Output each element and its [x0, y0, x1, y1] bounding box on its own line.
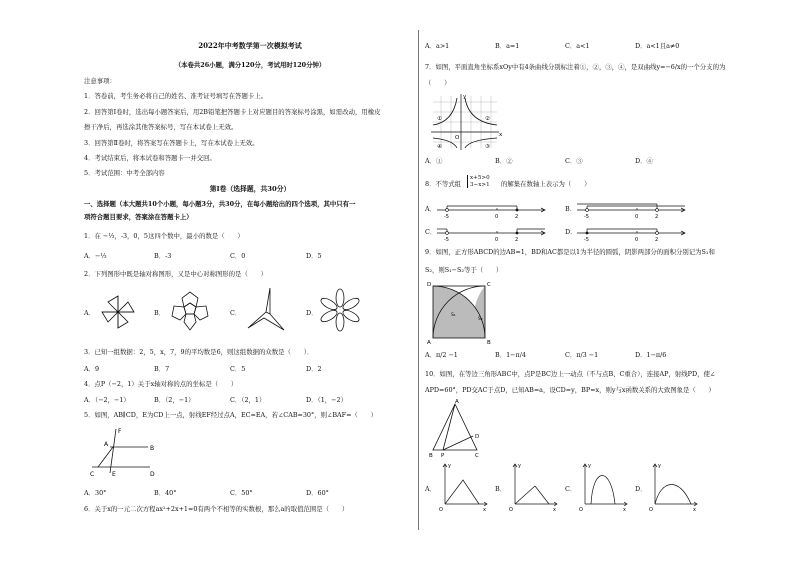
q7-axis-y: y — [463, 94, 467, 100]
note-4: 4．考试结束后，将本试卷和答题卡一并交回。 — [84, 154, 216, 162]
pentagon-flower-figure — [170, 290, 210, 332]
q10c-axis-y: y — [588, 463, 591, 469]
q6-option-b: B．a=1 — [495, 42, 520, 50]
three-blade-figure — [244, 286, 288, 334]
q3-option-c: C．5 — [230, 365, 246, 373]
exam-title: 2022年中考数学第一次模拟考试 — [198, 41, 302, 50]
q8-option-a: A． — [425, 205, 437, 213]
q8-stem-cont: 的解集在数轴上表示为（ ） — [501, 180, 591, 188]
q8d-tick-minus5: -5 — [584, 237, 589, 243]
q5-figure — [88, 425, 158, 479]
q3-stem: 3．已知一组数据：2，5，x，7，9的平均数是6，则这组数据的众数是（ ）． — [84, 348, 314, 356]
exam-subtitle: （本卷共26小题，满分120分，考试用时120分钟） — [174, 61, 326, 69]
q10c-origin: O — [579, 507, 583, 513]
q8-inequality-1: x+5>0 — [470, 175, 490, 181]
q9-option-b: B．1−π/4 — [495, 351, 526, 359]
note-1: 1．答卷前，考生务必将自己的姓名、准考证号填写在答题卡上。 — [84, 92, 268, 100]
q10d-origin: O — [649, 507, 653, 513]
q8-inequality-2: 3−x>1 — [470, 181, 490, 188]
q10a-origin: O — [439, 507, 443, 513]
q10b-origin: O — [509, 507, 513, 513]
q7-option-a: A．① — [425, 157, 443, 165]
q5-label-c: C — [90, 471, 95, 478]
q1-option-b: B．-3 — [154, 252, 172, 260]
q7-curve-4: ④ — [437, 144, 442, 150]
q7-curve-3: ③ — [485, 144, 490, 150]
q8c-tick-2: 2 — [515, 237, 519, 243]
note-5: 5．考试范围：中考全部内容 — [84, 169, 165, 177]
q10-option-a: A． — [425, 485, 437, 493]
q7-option-c: C．③ — [565, 157, 583, 165]
q5-option-d: D．60° — [306, 489, 329, 497]
q9-label-s1: S₁ — [451, 313, 456, 318]
q10-label-a: A — [455, 399, 459, 405]
q8-numberline-b — [577, 200, 689, 222]
q1-option-c: C．0 — [230, 252, 246, 260]
right-column — [425, 0, 726, 562]
q8-numberline-d — [577, 223, 689, 245]
q9-option-a: A．π/2 −1 — [425, 351, 458, 359]
q9-option-c: C．π/3 −1 — [565, 351, 599, 359]
q10-option-d: D． — [635, 485, 647, 493]
q5-label-e: E — [112, 471, 116, 478]
q10-figure — [429, 398, 495, 458]
q4-option-d: D．（1，−2） — [306, 396, 347, 404]
q8b-tick-2: 2 — [655, 214, 659, 220]
q1-stem: 1．在 −⅓，-3，0，5这四个数中，最小的数是（ ） — [84, 232, 244, 240]
left-column — [84, 0, 416, 562]
q7-curve-1: ① — [437, 116, 442, 122]
q8a-tick-0: 0 — [495, 214, 499, 220]
notes-title: 注意事项： — [84, 77, 116, 85]
section1-heading: 一、选择题（本大题共10个小题，每小题3分，共30分，在每小题给出的四个选项，其中只有一 — [84, 200, 356, 208]
q10-stem-cont: APD=60°，PD交AC于点D，已知AB=a，设CD=y，BP=x，则y与x函数关系的大致图象是（ ） — [425, 386, 715, 394]
q10d-axis-y: y — [658, 463, 661, 469]
q8c-tick-minus5: -5 — [444, 237, 449, 243]
q8d-tick-0: 0 — [635, 237, 639, 243]
q8-system — [467, 175, 490, 188]
pinwheel-figure — [98, 292, 138, 332]
q3-option-b: B．7 — [154, 365, 170, 373]
q8-stem: 8．不等式组 — [425, 180, 462, 188]
q7-option-b: B．② — [495, 157, 513, 165]
q8-numberline-c — [437, 223, 549, 245]
q2-option-a: A． — [84, 309, 96, 317]
q10a-axis-y: y — [448, 463, 451, 469]
q2-stem: 2．下列图形中既是轴对称图形，又是中心对称图形的是（ ） — [84, 270, 268, 278]
q5-label-a: A — [104, 441, 109, 448]
section1-heading-cont: 项符合题目要求，答案涂在答题卡上） — [84, 213, 193, 221]
q7-stem: 7．如图，平面直角坐标系xOy中有4条曲线分别标注着①，②，③，④，是双曲线y=−6/x的一个分支的为 — [425, 63, 726, 71]
q9-figure — [427, 280, 497, 346]
q8d-tick-2: 2 — [655, 237, 659, 243]
q5-label-d: D — [150, 471, 155, 478]
q8b-tick-0: 0 — [635, 214, 639, 220]
q10b-axis-y: y — [518, 463, 521, 469]
q10-graph-c — [579, 460, 629, 512]
q5-stem: 5．如图，AB∥CD，E为CD上一点，射线EF经过点A，EC=EA，若∠CAB=30°，则∠BAF=（ ） — [84, 411, 377, 419]
q9-label-b: B — [487, 340, 491, 346]
q4-option-b: B．（2，−1） — [154, 396, 195, 404]
q8b-tick-minus5: -5 — [584, 214, 589, 220]
q6-option-a: A．a>1 — [425, 42, 450, 50]
q10b-axis-x: x — [553, 507, 556, 513]
q8c-tick-0: 0 — [495, 237, 499, 243]
q8-numberline-a — [437, 200, 549, 222]
q9-label-s2: S₂ — [478, 317, 483, 322]
q10-label-p: P — [441, 453, 445, 459]
q2-option-d: D． — [306, 309, 318, 317]
q7-figure — [429, 92, 501, 152]
q9-stem-cont: S₂，则S₁−S₂等于（ ） — [425, 266, 503, 274]
note-2-cont: 擦干净后，再选涂其他答案标号，写在本试卷上无效。 — [84, 123, 238, 131]
q7-axis-x: x — [499, 132, 503, 138]
q5-label-f: F — [118, 428, 122, 435]
q5-label-b: B — [150, 445, 155, 452]
q10-label-d: D — [475, 434, 480, 440]
q1-option-d: D．5 — [306, 252, 322, 260]
q9-label-a: A — [427, 340, 431, 346]
q2-option-b: B． — [154, 309, 166, 317]
q8-option-d: D． — [565, 228, 577, 236]
q10-label-b: B — [429, 453, 433, 459]
q4-option-a: A．（−2，−1） — [84, 396, 130, 404]
q6-stem: 6．关于x的一元二次方程ax²+2x+1=0有两个不相等的实数根，那么a的取值范围是（ ） — [84, 505, 349, 513]
q10-stem: 10．如图，在等边三角形ABC中，点P是BC边上一动点（不与点B、C重合），连接AP，射线PD，使∠ — [425, 370, 716, 378]
q9-label-d: D — [427, 282, 432, 288]
q5-option-c: C．50° — [230, 489, 253, 497]
q2-option-c: C． — [230, 309, 242, 317]
q9-option-d: D．1−π/6 — [635, 351, 667, 359]
q10d-axis-x: x — [693, 507, 696, 513]
q7-curve-2: ② — [485, 116, 490, 122]
q9-label-c: C — [487, 282, 491, 288]
q6-option-c: C．a<1 — [565, 42, 590, 50]
part1-title: 第Ⅰ卷（选择题，共30分） — [209, 185, 291, 193]
column-divider — [418, 30, 419, 530]
note-3: 3．回答第Ⅱ卷时，将答案写在答题卡上，写在本试卷上无效。 — [84, 139, 259, 147]
q3-option-d: D．2 — [306, 365, 322, 373]
q4-stem: 4．点P（−2，1）关于x轴对称的点的坐标是（ ） — [84, 380, 238, 388]
q5-option-a: A．30° — [84, 489, 107, 497]
q10-graph-d — [649, 460, 699, 512]
q10-graph-a — [439, 460, 489, 512]
q10-option-c: C． — [565, 485, 577, 493]
q3-option-a: A．9 — [84, 365, 100, 373]
q6-option-d: D．a<1且a≠0 — [635, 42, 680, 50]
q7-option-d: D．④ — [635, 157, 653, 165]
q8-option-b: B． — [565, 205, 577, 213]
q10c-axis-x: x — [623, 507, 626, 513]
q4-option-c: C．（2，1） — [230, 396, 266, 404]
q10-option-b: B． — [495, 485, 507, 493]
q1-option-a: A．−⅓ — [84, 252, 107, 260]
q10a-axis-x: x — [483, 507, 486, 513]
note-2: 2．回答第Ⅰ卷时，选出每小题答案后，用2B铅笔把答题卡上对应题目的答案标号涂黑，如需改动，用橡皮 — [84, 108, 381, 116]
q10-graph-b — [509, 460, 559, 512]
q5-option-b: B．40° — [154, 489, 177, 497]
q8a-tick-minus5: -5 — [444, 214, 449, 220]
flower-figure — [318, 288, 362, 332]
q9-stem: 9．如图，正方形ABCD的边AB=1，BD和AC都是以1为半径的圆弧，阴影两部分的面积分别记为S₁和 — [425, 248, 715, 256]
q8a-tick-2: 2 — [515, 214, 519, 220]
q8-option-c: C． — [425, 228, 437, 236]
q10-label-c: C — [475, 453, 479, 459]
q7-origin: O — [455, 135, 460, 141]
q7-stem-cont: （ ） — [425, 79, 451, 87]
